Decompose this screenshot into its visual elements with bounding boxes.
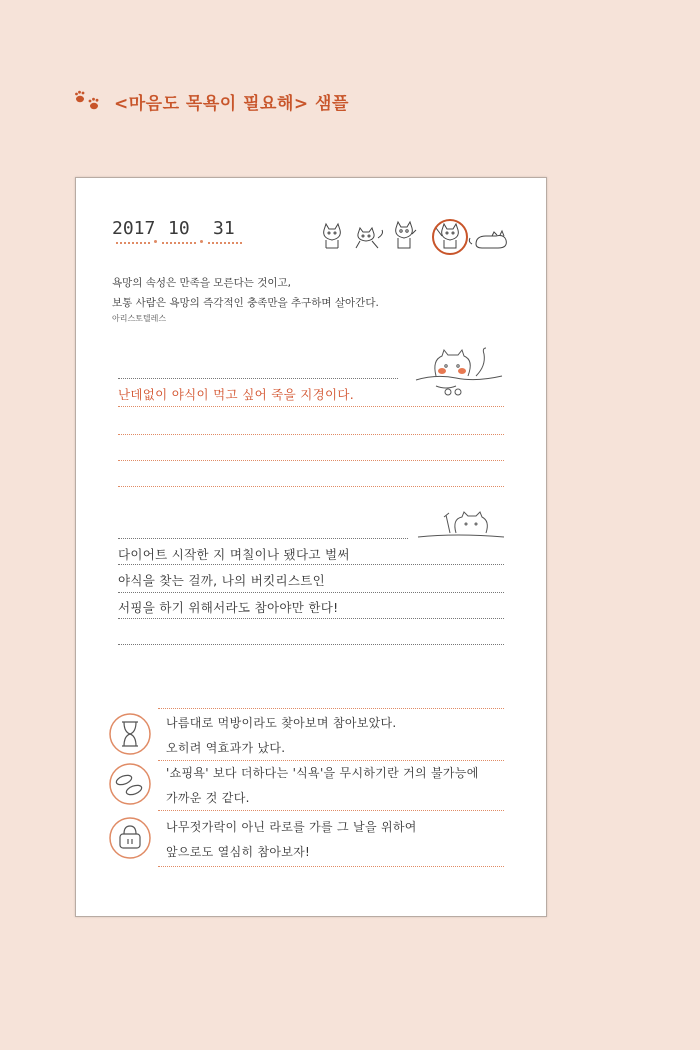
- writing-line: [118, 564, 504, 565]
- diary-page: [75, 177, 547, 917]
- writing-line: [118, 592, 504, 593]
- entry-line: 서핑을 하기 위해서라도 참아야만 한다!: [118, 600, 339, 615]
- page-title: <마음도 목욕이 필요해> 샘플: [114, 93, 349, 114]
- writing-line: [118, 486, 504, 487]
- quote-author: 아리스토텔레스: [112, 314, 167, 323]
- date-underline: [116, 242, 150, 244]
- shower-cat-icon: [416, 503, 506, 545]
- entry-first: 난데없이 야식이 먹고 싶어 죽을 지경이다.: [118, 387, 355, 402]
- entry-line: 다이어트 시작한 지 며칠이나 됐다고 벌써: [118, 547, 350, 562]
- entry-line: 야식을 찾는 걸까, 나의 버킷리스트인: [118, 573, 325, 588]
- writing-line: [118, 378, 398, 379]
- writing-line: [118, 434, 504, 435]
- quote-line: 보통 사람은 욕망의 즉각적인 충족만을 추구하며 살아간다.: [112, 297, 379, 309]
- paw-icon: [74, 90, 104, 112]
- date-underline: [162, 242, 196, 244]
- writing-line: [118, 618, 504, 619]
- page-header: [74, 86, 349, 116]
- slippers-icon: [108, 762, 152, 806]
- date-underline: [208, 242, 242, 244]
- note-line-text: 나무젓가락이 아닌 라로를 가를 그 날을 위하여: [166, 820, 417, 834]
- quote-line: 욕망의 속성은 만족을 모른다는 것이고,: [112, 277, 291, 289]
- date-separator: [200, 240, 203, 243]
- writing-line: [118, 406, 504, 407]
- note-line-text: '쇼핑욕' 보다 더하다는 '식욕'을 무시하기란 거의 불가능에: [166, 766, 479, 780]
- note-line: [158, 708, 504, 709]
- note-line: [158, 866, 504, 867]
- note-line-text: 앞으로도 열심히 참아보자!: [166, 845, 311, 859]
- date-day: 31: [213, 218, 235, 239]
- note-line: [158, 760, 504, 761]
- mood-cats-icon: [316, 216, 516, 258]
- date-separator: [154, 240, 157, 243]
- note-line-text: 가까운 것 같다.: [166, 791, 250, 805]
- writing-line: [118, 644, 504, 645]
- note-line-text: 나름대로 먹방이라도 찾아보며 참아보았다.: [166, 716, 397, 730]
- note-line: [158, 810, 504, 811]
- bag-icon: [108, 816, 152, 860]
- note-line-text: 오히려 역효과가 났다.: [166, 741, 286, 755]
- hourglass-icon: [108, 712, 152, 756]
- date-year: 2017: [112, 218, 156, 239]
- date-month: 10: [168, 218, 190, 239]
- bathing-cat-icon: [406, 346, 506, 402]
- quote: [112, 273, 379, 313]
- writing-line: [118, 460, 504, 461]
- writing-line: [118, 538, 408, 539]
